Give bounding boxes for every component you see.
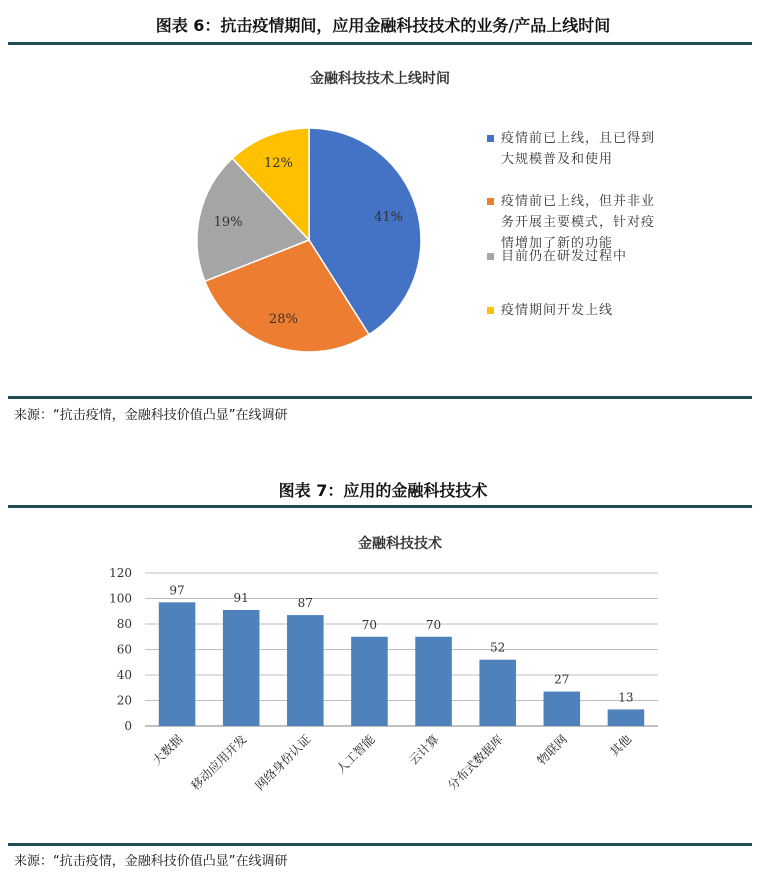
legend-item-2 (487, 191, 667, 251)
bar-value-label: 91 (233, 590, 249, 605)
bar-value-label: 13 (618, 690, 634, 705)
y-tick-label: 20 (116, 693, 132, 708)
bar-value-label: 70 (361, 617, 378, 632)
bar-8 (608, 709, 645, 726)
x-tick-label: 云计算 (406, 732, 442, 768)
bar-value-label: 87 (297, 596, 313, 611)
y-tick-label: 0 (124, 719, 132, 733)
pie-legend (487, 128, 667, 321)
bar-chart (0, 565, 766, 835)
bar-value-label: 52 (490, 640, 506, 655)
y-tick-label: 60 (116, 642, 132, 657)
bar-value-label: 27 (554, 672, 570, 687)
x-tick-label: 其他 (607, 732, 635, 760)
legend-swatch-2 (487, 198, 494, 205)
y-tick-label: 80 (116, 617, 132, 631)
legend-swatch-1 (487, 135, 494, 142)
x-tick-label: 移动应用开发 (188, 732, 250, 794)
bar-chart-title: 金融科技技术 (358, 536, 442, 552)
legend-label-2: 疫情前已上线，但并非业务开展主要模式，针对疫情增加了新的功能 (501, 194, 656, 251)
legend-swatch-4 (487, 307, 494, 314)
x-tick-label: 网络身份认证 (252, 732, 314, 794)
bar-value-label: 97 (169, 583, 185, 598)
figure6-top-rule (8, 42, 752, 45)
legend-label-4: 疫情期间开发上线 (501, 303, 614, 318)
y-tick-label: 120 (109, 566, 132, 580)
pie-slice-label-2: 28% (268, 311, 298, 327)
legend-swatch-3 (487, 253, 494, 260)
legend-item-4 (487, 300, 667, 321)
x-tick-label: 大数据 (149, 732, 186, 768)
figure7-top-rule (8, 505, 752, 508)
bar-value-label: 70 (425, 617, 442, 632)
legend-label-1: 疫情前已上线，且已得到大规模普及和使用 (501, 131, 656, 167)
figure6-source: 来源：“抗击疫情，金融科技价值凸显”在线调研 (14, 408, 288, 423)
x-tick-label: 物联网 (534, 732, 570, 768)
pie-chart-title: 金融科技技术上线时间 (310, 71, 450, 87)
x-tick-label: 人工智能 (333, 732, 378, 777)
bar-3 (287, 615, 324, 726)
x-tick-label: 分布式数据库 (444, 732, 506, 794)
bar-5 (415, 637, 452, 726)
legend-item-1 (487, 128, 667, 191)
bar-7 (544, 692, 581, 726)
pie-slice-label-4: 12% (264, 155, 293, 171)
figure7-title: 图表 7：应用的金融科技技术 (278, 481, 488, 500)
figure6-title: 图表 6：抗击疫情期间，应用金融科技技术的业务/产品上线时间 (155, 16, 611, 35)
y-tick-label: 40 (116, 668, 132, 682)
bar-1 (159, 602, 196, 726)
bar-6 (479, 660, 516, 726)
bar-2 (223, 610, 260, 726)
figure6-bottom-rule (8, 396, 752, 399)
figure7-bottom-rule (8, 843, 752, 846)
pie-slice-label-1: 41% (374, 209, 404, 225)
legend-item-3 (487, 246, 667, 300)
pie-slice-label-3: 19% (213, 214, 243, 230)
figure7-source: 来源：“抗击疫情，金融科技价值凸显”在线调研 (14, 854, 288, 869)
legend-label-3: 目前仍在研发过程中 (501, 249, 628, 264)
y-tick-label: 100 (109, 591, 132, 606)
bar-4 (351, 637, 388, 726)
